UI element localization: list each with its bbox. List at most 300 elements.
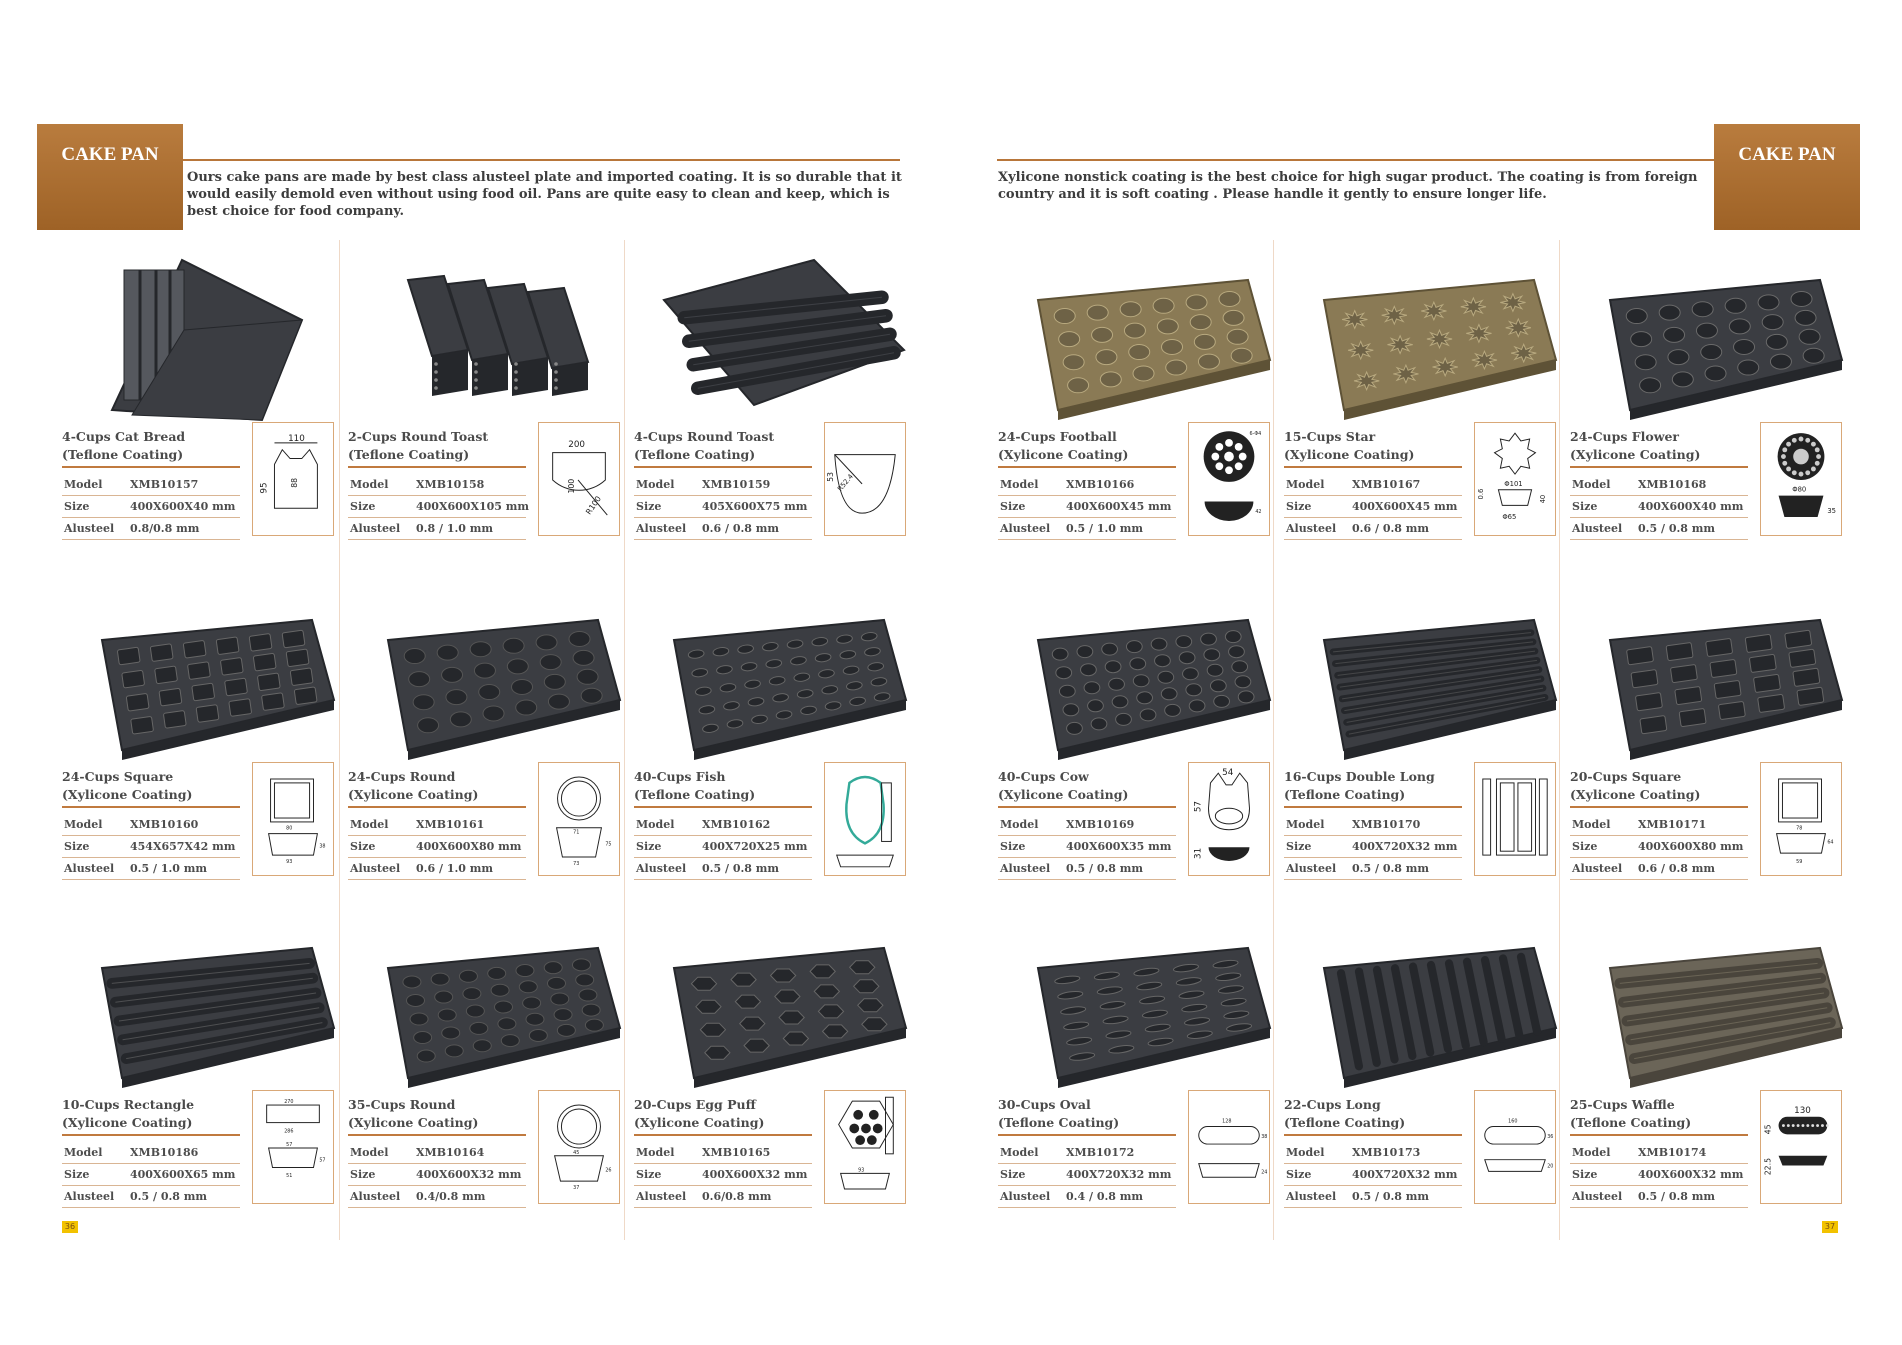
spec-label-alusteel: Alusteel (1572, 1190, 1623, 1203)
spec-row-size (348, 1164, 526, 1186)
product-photo (634, 580, 920, 762)
spec-label-size: Size (1000, 840, 1026, 853)
product-name: 25-Cups Waffle (1570, 1097, 1675, 1112)
svg-text:54: 54 (1222, 768, 1234, 779)
product-title (634, 768, 814, 804)
spec-label-size: Size (636, 500, 662, 513)
spec-label-model: Model (350, 478, 389, 491)
product-coating: (Xylicone Coating) (1570, 787, 1701, 802)
technical-drawing (1760, 762, 1842, 876)
product-name: 30-Cups Oval (998, 1097, 1091, 1112)
svg-text:200: 200 (568, 439, 586, 450)
spec-value-size: 405X600X75 mm (702, 500, 808, 513)
spec-label-size: Size (1572, 500, 1598, 513)
spec-label-size: Size (636, 840, 662, 853)
spec-row-alusteel (634, 858, 812, 880)
spec-row-alusteel (1570, 858, 1748, 880)
spec-value-size: 400X600X35 mm (1066, 840, 1172, 853)
technical-drawing (824, 1090, 906, 1204)
spec-label-model: Model (1286, 478, 1325, 491)
product-coating: (Teflone Coating) (1284, 1115, 1406, 1130)
svg-text:73: 73 (573, 860, 580, 867)
spec-row-alusteel (1284, 858, 1462, 880)
technical-drawing (1474, 762, 1556, 876)
svg-text:59: 59 (1796, 858, 1803, 865)
spec-label-model: Model (1572, 1146, 1611, 1159)
technical-drawing (1188, 1090, 1270, 1204)
spec-row-alusteel (348, 1186, 526, 1208)
spec-value-size: 400X600X45 mm (1352, 500, 1458, 513)
svg-text:57: 57 (1193, 801, 1204, 813)
spec-value-model: XMB10164 (416, 1146, 485, 1159)
technical-drawing (1188, 422, 1270, 536)
svg-text:20: 20 (1547, 1163, 1554, 1170)
product-card (62, 908, 348, 1238)
technical-drawing (1474, 1090, 1556, 1204)
cake-pan-header-left: CAKE PAN (37, 124, 183, 230)
spec-row-model (634, 474, 812, 496)
spec-value-alusteel: 0.5 / 1.0 mm (1066, 522, 1144, 535)
spec-value-model: XMB10166 (1066, 478, 1135, 491)
svg-text:6-Φ4: 6-Φ4 (1249, 431, 1262, 438)
spec-value-alusteel: 0.6/0.8 mm (702, 1190, 772, 1203)
spec-row-size (998, 1164, 1176, 1186)
spec-row-alusteel (1284, 518, 1462, 540)
svg-text:45: 45 (1763, 1124, 1773, 1135)
spec-value-model: XMB10168 (1638, 478, 1707, 491)
product-card (1284, 908, 1570, 1238)
spec-value-model: XMB10158 (416, 478, 485, 491)
title-rule (62, 466, 240, 468)
technical-drawing (1188, 762, 1270, 876)
spec-label-size: Size (636, 1168, 662, 1181)
svg-text:57: 57 (286, 1142, 293, 1149)
product-title (348, 428, 528, 464)
product-name: 24-Cups Flower (1570, 429, 1680, 444)
svg-text:128: 128 (1222, 1118, 1232, 1125)
title-rule (1570, 466, 1748, 468)
svg-text:Φ65: Φ65 (1502, 513, 1517, 521)
spec-value-size: 400X600X32 mm (702, 1168, 808, 1181)
product-card (1284, 580, 1570, 910)
spec-value-alusteel: 0.6 / 1.0 mm (416, 862, 494, 875)
spec-label-model: Model (636, 478, 675, 491)
product-card (1570, 240, 1856, 570)
spec-row-size (1284, 1164, 1462, 1186)
product-name: 15-Cups Star (1284, 429, 1376, 444)
spec-label-alusteel: Alusteel (1000, 862, 1051, 875)
product-card (348, 580, 634, 910)
spec-label-size: Size (1000, 1168, 1026, 1181)
title-rule (634, 806, 812, 808)
spec-label-model: Model (1000, 478, 1039, 491)
product-card (1570, 580, 1856, 910)
spec-row-alusteel (634, 1186, 812, 1208)
svg-text:26: 26 (605, 1167, 612, 1174)
spec-row-alusteel (998, 858, 1176, 880)
spec-row-size (62, 1164, 240, 1186)
product-title (634, 1096, 814, 1132)
product-coating: (Xylicone Coating) (998, 787, 1129, 802)
product-coating: (Teflone Coating) (998, 1115, 1120, 1130)
product-coating: (Teflone Coating) (348, 447, 470, 462)
spec-row-model (1284, 1142, 1462, 1164)
spec-row-model (1570, 474, 1748, 496)
spec-value-size: 400X600X80 mm (416, 840, 522, 853)
svg-text:160: 160 (1508, 1118, 1518, 1125)
spec-value-alusteel: 0.6 / 0.8 mm (1638, 862, 1716, 875)
spec-label-model: Model (1572, 818, 1611, 831)
spec-row-model (348, 1142, 526, 1164)
spec-value-alusteel: 0.5 / 0.8 mm (1638, 1190, 1716, 1203)
product-coating: (Xylicone Coating) (634, 1115, 765, 1130)
technical-drawing (1760, 422, 1842, 536)
svg-text:35: 35 (1827, 507, 1837, 516)
spec-row-size (62, 496, 240, 518)
spec-label-model: Model (636, 1146, 675, 1159)
product-coating: (Teflone Coating) (1284, 787, 1406, 802)
svg-text:110: 110 (288, 433, 305, 444)
spec-label-alusteel: Alusteel (636, 862, 687, 875)
product-card (998, 240, 1284, 570)
spec-row-model (998, 474, 1176, 496)
product-photo (1284, 240, 1570, 422)
spec-row-size (634, 1164, 812, 1186)
spec-row-alusteel (62, 1186, 240, 1208)
spec-label-size: Size (350, 500, 376, 513)
title-rule (1570, 806, 1748, 808)
svg-text:36: 36 (1547, 1134, 1554, 1141)
product-title (62, 428, 242, 464)
product-photo (634, 240, 920, 422)
spec-row-model (348, 474, 526, 496)
svg-text:100: 100 (567, 478, 577, 494)
spec-row-alusteel (1570, 518, 1748, 540)
title-rule (62, 806, 240, 808)
spec-label-size: Size (1286, 840, 1312, 853)
spec-value-model: XMB10165 (702, 1146, 771, 1159)
title-rule (348, 1134, 526, 1136)
spec-label-alusteel: Alusteel (636, 1190, 687, 1203)
spec-value-size: 400X600X45 mm (1066, 500, 1172, 513)
spec-value-model: XMB10171 (1638, 818, 1707, 831)
spec-value-model: XMB10186 (130, 1146, 199, 1159)
spec-label-model: Model (1286, 1146, 1325, 1159)
spec-row-alusteel (1284, 1186, 1462, 1208)
spec-label-model: Model (1000, 1146, 1039, 1159)
spec-row-model (1284, 814, 1462, 836)
spec-label-size: Size (64, 1168, 90, 1181)
product-card (634, 908, 920, 1238)
spec-label-size: Size (1286, 1168, 1312, 1181)
spec-value-model: XMB10162 (702, 818, 771, 831)
product-coating: (Teflone Coating) (634, 447, 756, 462)
svg-text:38: 38 (1261, 1134, 1268, 1141)
product-card (1284, 240, 1570, 570)
product-card (1570, 908, 1856, 1238)
product-title (998, 1096, 1178, 1132)
product-coating: (Teflone Coating) (62, 447, 184, 462)
product-card (348, 908, 634, 1238)
svg-text:286: 286 (284, 1128, 294, 1135)
spec-value-size: 400X600X32 mm (1638, 1168, 1744, 1181)
product-title (998, 428, 1178, 464)
product-name: 35-Cups Round (348, 1097, 456, 1112)
spec-row-size (634, 496, 812, 518)
header-rule-left (183, 159, 900, 161)
spec-value-size: 400X600X105 mm (416, 500, 530, 513)
svg-text:Φ80: Φ80 (1792, 485, 1807, 494)
spec-row-model (62, 474, 240, 496)
product-title (634, 428, 814, 464)
product-photo (1570, 580, 1856, 762)
spec-row-alusteel (634, 518, 812, 540)
svg-text:78: 78 (1796, 825, 1803, 832)
spec-label-size: Size (1000, 500, 1026, 513)
spec-value-alusteel: 0.8 / 1.0 mm (416, 522, 494, 535)
spec-row-size (634, 836, 812, 858)
spec-row-model (998, 814, 1176, 836)
spec-label-size: Size (64, 840, 90, 853)
spec-row-model (634, 1142, 812, 1164)
technical-drawing (538, 422, 620, 536)
product-name: 4-Cups Round Toast (634, 429, 775, 444)
spec-label-model: Model (64, 818, 103, 831)
svg-text:31: 31 (1193, 847, 1204, 859)
spec-label-model: Model (1286, 818, 1325, 831)
product-title (62, 1096, 242, 1132)
product-card (998, 580, 1284, 910)
product-photo (348, 240, 634, 422)
spec-row-size (348, 836, 526, 858)
product-coating: (Teflone Coating) (634, 787, 756, 802)
svg-text:130: 130 (1794, 1105, 1811, 1116)
spec-value-alusteel: 0.6 / 0.8 mm (702, 522, 780, 535)
spec-label-size: Size (350, 1168, 376, 1181)
title-rule (62, 1134, 240, 1136)
spec-label-model: Model (350, 818, 389, 831)
page-number-right: 37 (1822, 1221, 1838, 1233)
spec-label-size: Size (1572, 840, 1598, 853)
page-number-left: 36 (62, 1221, 78, 1233)
technical-drawing (824, 762, 906, 876)
spec-row-size (1570, 836, 1748, 858)
title-rule (348, 466, 526, 468)
svg-text:88: 88 (289, 477, 299, 488)
spec-value-size: 400X600X80 mm (1638, 840, 1744, 853)
product-photo (634, 908, 920, 1090)
svg-text:42: 42 (1255, 509, 1262, 516)
spec-label-alusteel: Alusteel (1000, 1190, 1051, 1203)
title-rule (1284, 466, 1462, 468)
svg-text:24: 24 (1261, 1169, 1268, 1176)
intro-text-right: Xylicone nonstick coating is the best choice for high sugar product. The coating is from foreign country and it is soft coating . Please handle it gently to ensure longer life. (998, 170, 1698, 202)
svg-text:40: 40 (1539, 494, 1548, 504)
spec-label-model: Model (1000, 818, 1039, 831)
product-title (62, 768, 242, 804)
product-photo (348, 580, 634, 762)
product-title (348, 1096, 528, 1132)
spec-label-model: Model (350, 1146, 389, 1159)
spec-row-size (348, 496, 530, 518)
product-card (62, 580, 348, 910)
svg-text:45: 45 (573, 1149, 580, 1156)
technical-drawing (252, 1090, 334, 1204)
title-rule (1284, 1134, 1462, 1136)
spec-row-model (1570, 814, 1748, 836)
title-rule (998, 1134, 1176, 1136)
title-rule (348, 806, 526, 808)
spec-value-model: XMB10172 (1066, 1146, 1135, 1159)
svg-text:37: 37 (573, 1184, 580, 1191)
spec-label-alusteel: Alusteel (64, 862, 115, 875)
svg-text:53: 53 (825, 472, 835, 482)
spec-label-alusteel: Alusteel (1572, 862, 1623, 875)
product-name: 20-Cups Egg Puff (634, 1097, 756, 1112)
svg-text:38: 38 (319, 843, 326, 850)
product-photo (1284, 580, 1570, 762)
spec-value-size: 400X600X40 mm (1638, 500, 1744, 513)
product-coating: (Xylicone Coating) (1284, 447, 1415, 462)
product-photo (1570, 908, 1856, 1090)
product-photo (1284, 908, 1570, 1090)
spec-value-size: 400X600X32 mm (416, 1168, 522, 1181)
spec-value-model: XMB10170 (1352, 818, 1421, 831)
spec-value-alusteel: 0.5 / 1.0 mm (130, 862, 208, 875)
product-card (634, 580, 920, 910)
spec-row-size (1570, 496, 1748, 518)
title-rule (998, 466, 1176, 468)
spec-value-alusteel: 0.5 / 0.8 mm (1352, 862, 1430, 875)
svg-text:R100: R100 (583, 494, 604, 517)
product-photo (62, 580, 348, 762)
svg-text:71: 71 (573, 829, 580, 836)
spec-value-model: XMB10161 (416, 818, 485, 831)
product-title (348, 768, 528, 804)
spec-row-alusteel (62, 858, 240, 880)
product-coating: (Xylicone Coating) (348, 1115, 479, 1130)
spec-value-size: 454X657X42 mm (130, 840, 236, 853)
spec-row-alusteel (998, 518, 1176, 540)
product-photo (998, 908, 1284, 1090)
spec-row-size (1570, 1164, 1748, 1186)
spec-row-model (634, 814, 812, 836)
spec-row-size (62, 836, 240, 858)
spec-value-alusteel: 0.5 / 0.8 mm (1638, 522, 1716, 535)
product-name: 2-Cups Round Toast (348, 429, 489, 444)
spec-row-size (998, 836, 1176, 858)
spec-label-alusteel: Alusteel (1000, 522, 1051, 535)
spec-row-alusteel (348, 518, 526, 540)
technical-drawing (1760, 1090, 1842, 1204)
title-rule (1570, 1134, 1748, 1136)
product-card (634, 240, 920, 570)
spec-value-model: XMB10157 (130, 478, 199, 491)
spec-value-model: XMB10160 (130, 818, 199, 831)
svg-text:270: 270 (284, 1099, 294, 1106)
product-title (1570, 1096, 1750, 1132)
spec-label-size: Size (350, 840, 376, 853)
spec-row-alusteel (62, 518, 240, 540)
spec-value-model: XMB10167 (1352, 478, 1421, 491)
product-card (998, 908, 1284, 1238)
spec-label-alusteel: Alusteel (350, 522, 401, 535)
spec-value-size: 400X720X32 mm (1352, 840, 1458, 853)
spec-label-model: Model (64, 1146, 103, 1159)
svg-text:80: 80 (286, 825, 293, 832)
product-coating: (Xylicone Coating) (1570, 447, 1701, 462)
product-card (348, 240, 634, 570)
product-coating: (Xylicone Coating) (348, 787, 479, 802)
spec-label-size: Size (1572, 1168, 1598, 1181)
product-title (1284, 428, 1464, 464)
spec-value-alusteel: 0.4 / 0.8 mm (1066, 1190, 1144, 1203)
product-coating: (Xylicone Coating) (62, 787, 193, 802)
svg-text:51: 51 (286, 1173, 293, 1180)
spec-row-model (348, 814, 526, 836)
product-name: 24-Cups Square (62, 769, 174, 784)
spec-value-model: XMB10173 (1352, 1146, 1421, 1159)
product-photo (348, 908, 634, 1090)
product-card (62, 240, 348, 570)
technical-drawing (538, 762, 620, 876)
technical-drawing (824, 422, 906, 536)
technical-drawing (252, 422, 334, 536)
spec-value-model: XMB10169 (1066, 818, 1135, 831)
product-title (1570, 768, 1750, 804)
spec-label-size: Size (64, 500, 90, 513)
product-name: 4-Cups Cat Bread (62, 429, 186, 444)
spec-value-model: XMB10159 (702, 478, 771, 491)
svg-text:0.6: 0.6 (1476, 488, 1485, 500)
header-rule-right (997, 159, 1714, 161)
spec-value-size: 400X600X65 mm (130, 1168, 236, 1181)
spec-row-size (1284, 496, 1462, 518)
product-name: 24-Cups Round (348, 769, 456, 784)
spec-label-alusteel: Alusteel (636, 522, 687, 535)
spec-label-size: Size (1286, 500, 1312, 513)
product-name: 16-Cups Double Long (1284, 769, 1435, 784)
spec-row-model (1284, 474, 1462, 496)
spec-label-alusteel: Alusteel (1286, 862, 1337, 875)
spec-label-alusteel: Alusteel (1572, 522, 1623, 535)
spec-row-size (998, 496, 1176, 518)
spec-value-alusteel: 0.5 / 0.8 mm (1352, 1190, 1430, 1203)
svg-text:R52.4: R52.4 (836, 472, 855, 493)
svg-text:64: 64 (1827, 839, 1834, 846)
spec-value-alusteel: 0.5 / 0.8 mm (1066, 862, 1144, 875)
title-rule (1284, 806, 1462, 808)
spec-value-size: 400X720X25 mm (702, 840, 808, 853)
product-coating: (Teflone Coating) (1570, 1115, 1692, 1130)
product-photo (998, 580, 1284, 762)
spec-row-model (62, 814, 240, 836)
title-rule (998, 806, 1176, 808)
product-photo (1570, 240, 1856, 422)
spec-row-alusteel (998, 1186, 1176, 1208)
spec-row-alusteel (1570, 1186, 1748, 1208)
spec-value-alusteel: 0.5 / 0.8 mm (130, 1190, 208, 1203)
spec-label-alusteel: Alusteel (1286, 1190, 1337, 1203)
spec-value-alusteel: 0.4/0.8 mm (416, 1190, 486, 1203)
svg-text:57: 57 (319, 1157, 326, 1164)
spec-label-model: Model (636, 818, 675, 831)
svg-text:93: 93 (286, 858, 293, 865)
product-photo (62, 240, 348, 422)
spec-label-alusteel: Alusteel (1286, 522, 1337, 535)
spec-row-size (1284, 836, 1462, 858)
spec-row-alusteel (348, 858, 526, 880)
